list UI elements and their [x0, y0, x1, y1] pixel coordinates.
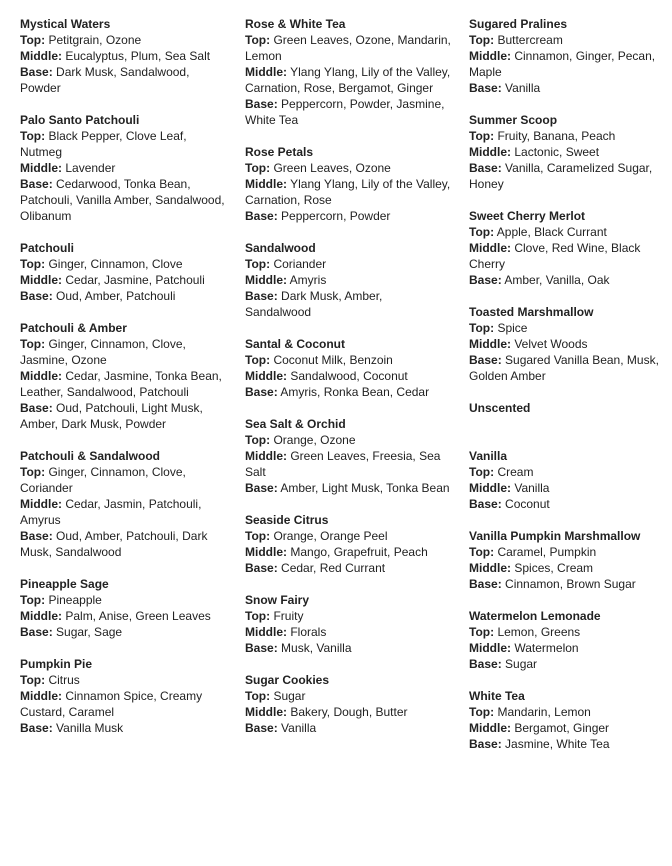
fragrance-name: Unscented	[469, 401, 531, 415]
base-notes	[245, 384, 451, 400]
base-notes-label: Base:	[245, 561, 278, 575]
base-notes-label: Base:	[469, 577, 502, 591]
base-notes	[20, 720, 226, 736]
base-notes	[245, 480, 451, 496]
fragrance-entry	[245, 416, 451, 496]
top-notes-value: Mandarin, Lemon	[497, 705, 591, 719]
base-notes	[469, 496, 669, 512]
fragrance-name: Sandalwood	[245, 241, 316, 255]
base-notes	[469, 80, 669, 96]
base-notes	[245, 640, 451, 656]
base-notes-label: Base:	[20, 401, 53, 415]
fragrance-entry	[245, 240, 451, 320]
middle-notes-value: Spices, Cream	[514, 561, 594, 575]
base-notes-value: Oud, Amber, Patchouli	[56, 289, 176, 303]
middle-notes-value: Cinnamon, Ginger, Pecan, Maple	[469, 49, 656, 79]
top-notes-value: Citrus	[48, 673, 80, 687]
base-notes-value: Musk, Vanilla	[281, 641, 352, 655]
middle-notes	[20, 496, 226, 528]
base-notes	[20, 64, 226, 96]
fragrance-entry	[469, 688, 669, 752]
top-notes	[469, 320, 669, 336]
fragrance-column-1	[20, 16, 226, 736]
middle-notes-value: Vanilla	[514, 481, 550, 495]
fragrance-name: Patchouli & Amber	[20, 321, 127, 335]
fragrance-name: Watermelon Lemonade	[469, 609, 601, 623]
middle-notes	[245, 448, 451, 480]
base-notes-value: Cedar, Red Currant	[281, 561, 386, 575]
middle-notes	[245, 272, 451, 288]
fragrance-entry	[469, 448, 669, 512]
fragrance-entry	[20, 576, 226, 640]
middle-notes	[20, 368, 226, 400]
fragrance-name: Pumpkin Pie	[20, 657, 93, 671]
top-notes	[245, 688, 451, 704]
base-notes-label: Base:	[20, 625, 53, 639]
middle-notes-label: Middle:	[245, 369, 287, 383]
top-notes-label: Top:	[20, 593, 46, 607]
top-notes	[245, 32, 451, 64]
fragrance-entry	[469, 208, 669, 288]
middle-notes-label: Middle:	[20, 497, 62, 511]
base-notes-label: Base:	[245, 209, 278, 223]
top-notes-value: Green Leaves, Ozone	[273, 161, 391, 175]
middle-notes-label: Middle:	[20, 369, 62, 383]
top-notes-value: Orange, Orange Peel	[273, 529, 388, 543]
top-notes	[469, 32, 669, 48]
base-notes	[20, 288, 226, 304]
top-notes-label: Top:	[20, 465, 46, 479]
base-notes-label: Base:	[20, 289, 53, 303]
top-notes-value: Ginger, Cinnamon, Clove, Jasmine, Ozone	[20, 337, 186, 367]
top-notes-value: Spice	[497, 321, 528, 335]
top-notes-value: Fruity, Banana, Peach	[497, 129, 616, 143]
base-notes-value: Coconut	[505, 497, 550, 511]
top-notes-value: Cream	[497, 465, 534, 479]
base-notes-value: Amber, Vanilla, Oak	[504, 273, 610, 287]
fragrance-name: Summer Scoop	[469, 113, 558, 127]
fragrance-entry	[469, 16, 669, 96]
base-notes	[20, 176, 226, 224]
middle-notes-value: Green Leaves, Freesia, Sea Salt	[245, 449, 441, 479]
fragrance-entry	[245, 512, 451, 576]
middle-notes-label: Middle:	[469, 641, 511, 655]
top-notes	[245, 256, 451, 272]
base-notes-value: Jasmine, White Tea	[505, 737, 610, 751]
top-notes	[20, 672, 226, 688]
fragrance-entry	[469, 304, 669, 384]
base-notes	[469, 272, 669, 288]
top-notes-value: Petitgrain, Ozone	[48, 33, 142, 47]
top-notes	[20, 256, 226, 272]
middle-notes-label: Middle:	[469, 561, 511, 575]
base-notes-label: Base:	[245, 721, 278, 735]
fragrance-entry	[20, 320, 226, 432]
middle-notes-value: Palm, Anise, Green Leaves	[65, 609, 211, 623]
top-notes	[469, 464, 669, 480]
top-notes-label: Top:	[245, 161, 271, 175]
fragrance-entry	[469, 528, 669, 592]
top-notes-value: Caramel, Pumpkin	[497, 545, 597, 559]
base-notes-value: Vanilla	[281, 721, 317, 735]
middle-notes-label: Middle:	[20, 609, 62, 623]
base-notes-value: Oud, Amber, Patchouli, Dark Musk, Sandalwood	[20, 529, 208, 559]
fragrance-name: Sugar Cookies	[245, 673, 330, 687]
top-notes-label: Top:	[469, 705, 495, 719]
base-notes-value: Vanilla	[505, 81, 541, 95]
fragrance-column-2	[245, 16, 451, 736]
base-notes-label: Base:	[245, 641, 278, 655]
top-notes-value: Ginger, Cinnamon, Clove, Coriander	[20, 465, 186, 495]
top-notes-value: Black Pepper, Clove Leaf, Nutmeg	[20, 129, 187, 159]
top-notes-value: Fruity	[273, 609, 304, 623]
fragrance-name: Sea Salt & Orchid	[245, 417, 346, 431]
top-notes-label: Top:	[245, 33, 271, 47]
top-notes	[245, 160, 451, 176]
top-notes	[245, 432, 451, 448]
entry-spacer	[469, 416, 669, 432]
fragrance-name: Patchouli & Sandalwood	[20, 449, 161, 463]
fragrance-name: Sugared Pralines	[469, 17, 568, 31]
middle-notes-value: Cedar, Jasmine, Patchouli	[65, 273, 205, 287]
fragrance-entry	[20, 656, 226, 736]
fragrance-name: Pineapple Sage	[20, 577, 109, 591]
base-notes-label: Base:	[469, 161, 502, 175]
top-notes-label: Top:	[245, 689, 271, 703]
top-notes	[245, 528, 451, 544]
middle-notes-label: Middle:	[20, 161, 62, 175]
base-notes	[245, 288, 451, 320]
fragrance-entry	[245, 592, 451, 656]
middle-notes-label: Middle:	[469, 337, 511, 351]
base-notes-value: Sugared Vanilla Bean, Musk, Golden Amber	[469, 353, 659, 383]
top-notes-label: Top:	[245, 433, 271, 447]
fragrance-entry	[245, 336, 451, 400]
middle-notes-label: Middle:	[245, 545, 287, 559]
fragrance-entry	[245, 16, 451, 128]
fragrance-name: Seaside Citrus	[245, 513, 329, 527]
fragrance-name: Mystical Waters	[20, 17, 111, 31]
middle-notes-value: Cedar, Jasmin, Patchouli, Amyrus	[20, 497, 202, 527]
middle-notes-label: Middle:	[245, 273, 287, 287]
middle-notes	[245, 176, 451, 208]
top-notes-label: Top:	[245, 257, 271, 271]
top-notes-value: Buttercream	[497, 33, 563, 47]
fragrance-entry	[245, 672, 451, 736]
middle-notes-value: Lavender	[65, 161, 116, 175]
middle-notes	[469, 480, 669, 496]
top-notes	[469, 624, 669, 640]
middle-notes-label: Middle:	[469, 721, 511, 735]
middle-notes-value: Watermelon	[514, 641, 579, 655]
middle-notes	[245, 544, 451, 560]
middle-notes-value: Velvet Woods	[514, 337, 588, 351]
middle-notes-value: Cinnamon Spice, Creamy Custard, Caramel	[20, 689, 203, 719]
top-notes-value: Sugar	[273, 689, 306, 703]
base-notes-value: Dark Musk, Amber, Sandalwood	[245, 289, 383, 319]
base-notes-value: Sugar, Sage	[56, 625, 123, 639]
base-notes-label: Base:	[20, 65, 53, 79]
base-notes	[20, 528, 226, 560]
top-notes-value: Lemon, Greens	[497, 625, 581, 639]
fragrance-entry	[20, 16, 226, 96]
base-notes-label: Base:	[245, 385, 278, 399]
top-notes	[20, 592, 226, 608]
fragrance-name: Vanilla Pumpkin Marshmallow	[469, 529, 641, 543]
middle-notes-label: Middle:	[245, 449, 287, 463]
middle-notes-value: Eucalyptus, Plum, Sea Salt	[65, 49, 211, 63]
fragrance-name: Rose & White Tea	[245, 17, 346, 31]
middle-notes	[245, 64, 451, 96]
base-notes	[469, 656, 669, 672]
top-notes-label: Top:	[20, 673, 46, 687]
base-notes-value: Dark Musk, Sandalwood, Powder	[20, 65, 190, 95]
base-notes-value: Sugar	[505, 657, 538, 671]
fragrance-name: Palo Santo Patchouli	[20, 113, 140, 127]
top-notes-label: Top:	[469, 465, 495, 479]
middle-notes	[469, 640, 669, 656]
base-notes-value: Oud, Patchouli, Light Musk, Amber, Dark Musk, Powder	[20, 401, 203, 431]
middle-notes	[245, 624, 451, 640]
top-notes	[20, 464, 226, 496]
top-notes	[245, 608, 451, 624]
middle-notes-label: Middle:	[20, 49, 62, 63]
middle-notes-label: Middle:	[245, 65, 287, 79]
fragrance-name: Sweet Cherry Merlot	[469, 209, 586, 223]
top-notes-label: Top:	[469, 321, 495, 335]
middle-notes-label: Middle:	[469, 49, 511, 63]
base-notes	[469, 352, 669, 384]
fragrance-entry	[469, 608, 669, 672]
middle-notes-value: Ylang Ylang, Lily of the Valley, Carnation, Rose, Bergamot, Ginger	[245, 65, 451, 95]
base-notes-label: Base:	[469, 353, 502, 367]
fragrance-name: Snow Fairy	[245, 593, 310, 607]
base-notes-value: Cinnamon, Brown Sugar	[505, 577, 636, 591]
fragrance-name: Rose Petals	[245, 145, 314, 159]
base-notes-label: Base:	[20, 529, 53, 543]
fragrance-entry	[20, 240, 226, 304]
top-notes-label: Top:	[20, 129, 46, 143]
base-notes-label: Base:	[245, 289, 278, 303]
base-notes-label: Base:	[469, 657, 502, 671]
base-notes-label: Base:	[20, 721, 53, 735]
top-notes-value: Orange, Ozone	[273, 433, 356, 447]
middle-notes	[245, 368, 451, 384]
top-notes	[245, 352, 451, 368]
base-notes-label: Base:	[245, 481, 278, 495]
middle-notes	[469, 240, 669, 272]
middle-notes	[245, 704, 451, 720]
top-notes-label: Top:	[469, 225, 495, 239]
middle-notes-value: Cedar, Jasmine, Tonka Bean, Leather, Sandalwood, Patchouli	[20, 369, 222, 399]
middle-notes-label: Middle:	[469, 481, 511, 495]
base-notes	[20, 400, 226, 432]
middle-notes	[469, 560, 669, 576]
top-notes-label: Top:	[245, 529, 271, 543]
top-notes-value: Apple, Black Currant	[496, 225, 607, 239]
top-notes	[20, 336, 226, 368]
top-notes-label: Top:	[245, 353, 271, 367]
base-notes	[469, 576, 669, 592]
top-notes	[469, 544, 669, 560]
top-notes-label: Top:	[20, 257, 46, 271]
fragrance-name: White Tea	[469, 689, 525, 703]
middle-notes	[469, 720, 669, 736]
middle-notes	[20, 608, 226, 624]
base-notes	[245, 720, 451, 736]
top-notes-value: Coriander	[273, 257, 327, 271]
top-notes-label: Top:	[245, 609, 271, 623]
middle-notes-value: Mango, Grapefruit, Peach	[290, 545, 428, 559]
top-notes-label: Top:	[469, 545, 495, 559]
middle-notes	[20, 160, 226, 176]
base-notes	[469, 736, 669, 752]
middle-notes-value: Lactonic, Sweet	[514, 145, 600, 159]
middle-notes-value: Bergamot, Ginger	[514, 721, 610, 735]
top-notes-label: Top:	[20, 33, 46, 47]
middle-notes	[469, 48, 669, 80]
middle-notes-label: Middle:	[245, 705, 287, 719]
base-notes	[245, 96, 451, 128]
fragrance-name: Toasted Marshmallow	[469, 305, 594, 319]
base-notes-value: Vanilla Musk	[56, 721, 124, 735]
top-notes-label: Top:	[469, 33, 495, 47]
top-notes-label: Top:	[469, 129, 495, 143]
top-notes	[20, 32, 226, 48]
fragrance-name: Patchouli	[20, 241, 75, 255]
base-notes	[469, 160, 669, 192]
top-notes	[469, 224, 669, 240]
base-notes	[245, 208, 451, 224]
middle-notes-value: Bakery, Dough, Butter	[290, 705, 408, 719]
base-notes-label: Base:	[469, 81, 502, 95]
middle-notes	[469, 336, 669, 352]
middle-notes-label: Middle:	[469, 241, 511, 255]
fragrance-column-3	[469, 16, 669, 752]
middle-notes-value: Ylang Ylang, Lily of the Valley, Carnation, Rose	[245, 177, 451, 207]
middle-notes	[469, 144, 669, 160]
top-notes-value: Coconut Milk, Benzoin	[273, 353, 393, 367]
middle-notes-label: Middle:	[469, 145, 511, 159]
top-notes-label: Top:	[20, 337, 46, 351]
middle-notes-value: Amyris	[289, 273, 327, 287]
base-notes-label: Base:	[469, 497, 502, 511]
base-notes-value: Vanilla, Caramelized Sugar, Honey	[469, 161, 653, 191]
fragrance-entry	[245, 144, 451, 224]
base-notes-label: Base:	[469, 273, 502, 287]
middle-notes-label: Middle:	[245, 625, 287, 639]
base-notes	[245, 560, 451, 576]
top-notes	[469, 704, 669, 720]
fragrance-entry	[469, 400, 669, 432]
middle-notes	[20, 48, 226, 64]
top-notes	[469, 128, 669, 144]
base-notes-label: Base:	[469, 737, 502, 751]
middle-notes	[20, 688, 226, 720]
base-notes-value: Peppercorn, Powder	[281, 209, 391, 223]
fragrance-name: Santal & Coconut	[245, 337, 346, 351]
middle-notes-label: Middle:	[245, 177, 287, 191]
middle-notes-label: Middle:	[20, 689, 62, 703]
top-notes-label: Top:	[469, 625, 495, 639]
base-notes	[20, 624, 226, 640]
middle-notes-value: Sandalwood, Coconut	[290, 369, 408, 383]
middle-notes	[20, 272, 226, 288]
base-notes-label: Base:	[20, 177, 53, 191]
fragrance-entry	[469, 112, 669, 192]
fragrance-name: Vanilla	[469, 449, 508, 463]
top-notes	[20, 128, 226, 160]
fragrance-entry	[20, 448, 226, 560]
top-notes-value: Pineapple	[48, 593, 102, 607]
fragrance-entry	[20, 112, 226, 224]
base-notes-label: Base:	[245, 97, 278, 111]
middle-notes-label: Middle:	[20, 273, 62, 287]
top-notes-value: Green Leaves, Ozone, Mandarin, Lemon	[245, 33, 451, 63]
base-notes-value: Amber, Light Musk, Tonka Bean	[280, 481, 450, 495]
middle-notes-value: Florals	[290, 625, 327, 639]
base-notes-value: Amyris, Ronka Bean, Cedar	[280, 385, 430, 399]
base-notes-value: Cedarwood, Tonka Bean, Patchouli, Vanilla Amber, Sandalwood, Olibanum	[20, 177, 225, 223]
base-notes-value: Peppercorn, Powder, Jasmine, White Tea	[245, 97, 445, 127]
top-notes-value: Ginger, Cinnamon, Clove	[48, 257, 183, 271]
middle-notes-value: Clove, Red Wine, Black Cherry	[469, 241, 641, 271]
